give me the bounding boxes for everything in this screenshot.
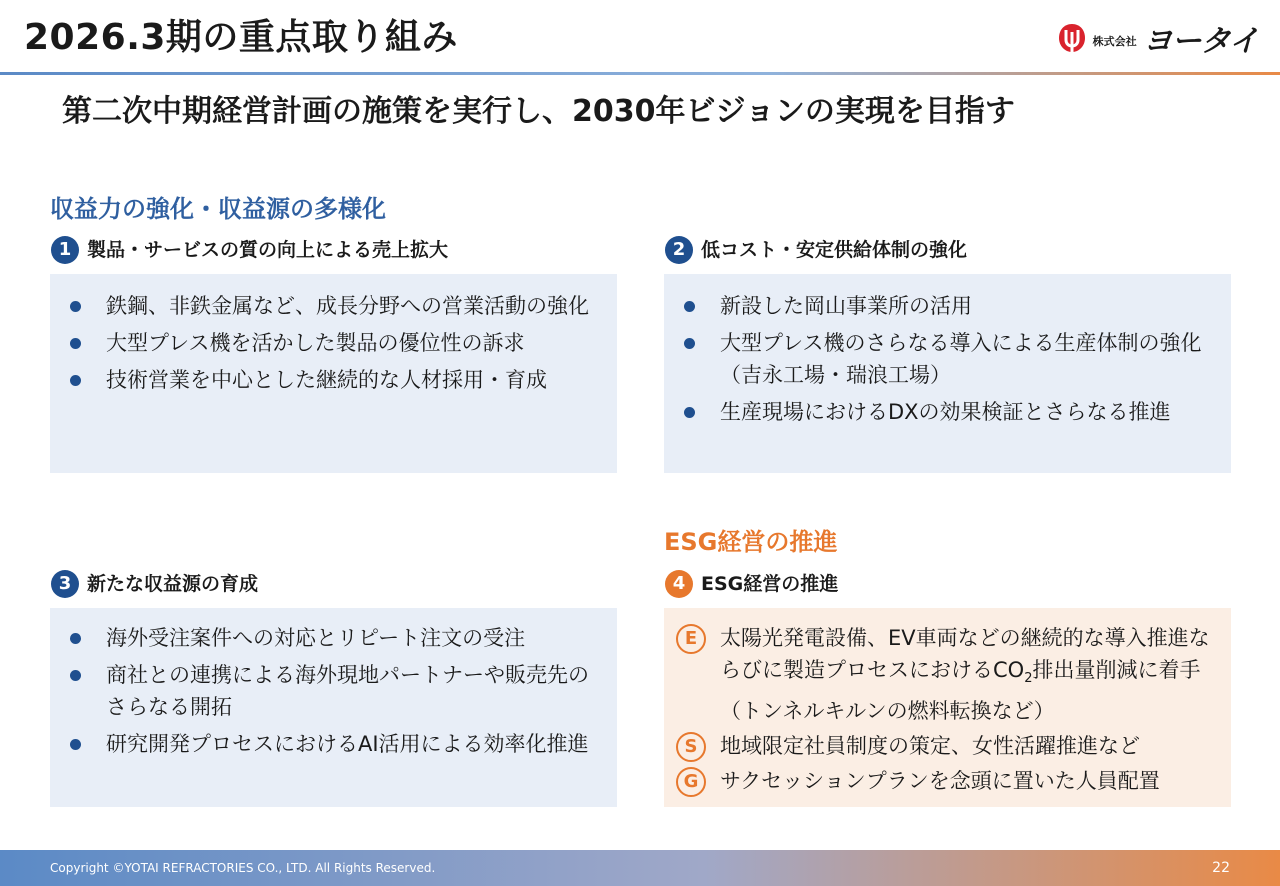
- logo-name: ヨータイ: [1142, 24, 1258, 59]
- page-number: 22: [1212, 860, 1230, 876]
- item-heading-3: [51, 570, 258, 598]
- item-box-3: [50, 608, 617, 807]
- list-item: 鉄鋼、非鉄金属など、成長分野への営業活動の強化: [50, 290, 597, 322]
- item-heading-4: [665, 570, 838, 598]
- company-logo: [1057, 20, 1258, 59]
- bullet-icon: [70, 633, 81, 644]
- bullet-list-2: [664, 290, 1211, 428]
- item-box-4: [664, 608, 1231, 807]
- bullet-icon: [70, 301, 81, 312]
- bullet-icon: [70, 375, 81, 386]
- bullet-list-3: [50, 622, 597, 760]
- bullet-icon: [684, 301, 695, 312]
- copyright-text: Copyright ©YOTAI REFRACTORIES CO., LTD. All Rights Reserved.: [50, 861, 436, 875]
- list-item: 海外受注案件への対応とリピート注文の受注: [50, 622, 597, 654]
- letter-s-icon: S: [676, 732, 706, 762]
- footer-bar: [0, 850, 1280, 886]
- letter-g-icon: G: [676, 767, 706, 797]
- list-item: 新設した岡山事業所の活用: [664, 290, 1211, 322]
- list-item: 大型プレス機のさらなる導入による生産体制の強化（吉永工場・瑞浪工場）: [664, 327, 1211, 391]
- section-heading-esg: ESG経営の推進: [664, 528, 838, 556]
- esg-list: [664, 622, 1211, 797]
- number-badge-2: 2: [665, 236, 693, 264]
- esg-item-e: E 太陽光発電設備、EV車両などの継続的な導入推進ならびに製造プロセスにおける$CO_2$排出量削減に着手（トンネルキルンの燃料転換など）: [664, 622, 1211, 727]
- list-item: 研究開発プロセスにおけるAI活用による効率化推進: [50, 728, 597, 760]
- item-title-1: 製品・サービスの質の向上による売上拡大: [87, 239, 449, 261]
- logo-company-label: 株式会社: [1092, 35, 1137, 48]
- esg-item-s: S 地域限定社員制度の策定、女性活躍推進など: [664, 730, 1211, 762]
- list-item: 技術営業を中心とした継続的な人材採用・育成: [50, 364, 597, 396]
- bullet-icon: [684, 338, 695, 349]
- number-badge-1: 1: [51, 236, 79, 264]
- letter-e-icon: E: [676, 624, 706, 654]
- item-title-4: ESG経営の推進: [701, 573, 839, 595]
- number-badge-4: 4: [665, 570, 693, 598]
- number-badge-3: 3: [51, 570, 79, 598]
- bullet-icon: [684, 407, 695, 418]
- esg-item-g: G サクセッションプランを念頭に置いた人員配置: [664, 765, 1211, 797]
- list-item: 生産現場におけるDXの効果検証とさらなる推進: [664, 396, 1211, 428]
- page-subtitle: 第二次中期経営計画の施策を実行し、2030年ビジョンの実現を目指す: [62, 94, 1015, 129]
- list-item: 大型プレス機を活かした製品の優位性の訴求: [50, 327, 597, 359]
- item-title-3: 新たな収益源の育成: [87, 573, 259, 595]
- bullet-icon: [70, 670, 81, 681]
- bullet-list-1: [50, 290, 597, 396]
- section-heading-revenue: 収益力の強化・収益源の多様化: [50, 195, 386, 223]
- bullet-icon: [70, 739, 81, 750]
- item-box-2: [664, 274, 1231, 473]
- item-box-1: [50, 274, 617, 473]
- page-title: 2026.3期の重点取り組み: [24, 17, 458, 58]
- item-heading-2: [665, 236, 967, 264]
- item-title-2: 低コスト・安定供給体制の強化: [701, 239, 968, 261]
- header-rule: [0, 72, 1280, 75]
- bullet-icon: [70, 338, 81, 349]
- yotai-logo-icon: [1057, 22, 1087, 54]
- item-heading-1: [51, 236, 448, 264]
- list-item: 商社との連携による海外現地パートナーや販売先のさらなる開拓: [50, 659, 597, 723]
